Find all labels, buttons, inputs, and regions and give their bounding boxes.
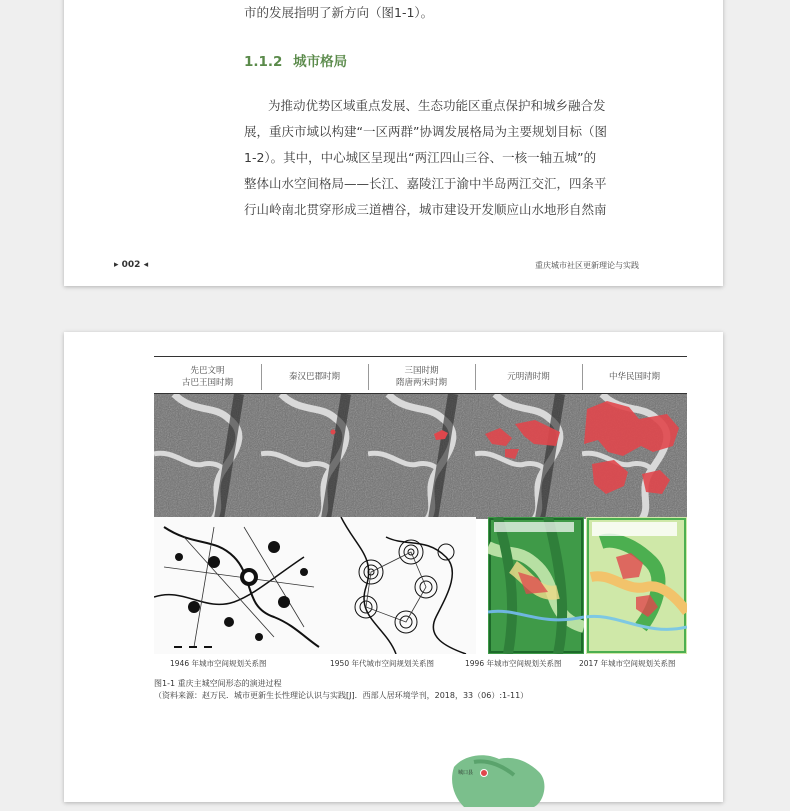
planning-map-2017: [586, 517, 687, 654]
figure-caption-title: 图1-1 重庆主城空间形态的演进过程: [154, 679, 282, 688]
period-label: 古巴王国时期: [181, 378, 233, 388]
chongqing-region-map-partial: [444, 747, 554, 807]
section-number: 1.1.2: [244, 54, 283, 70]
county-label: 城口县: [458, 770, 474, 776]
header-divider: [261, 364, 262, 390]
period-label: 隋唐两宋时期: [395, 378, 447, 388]
paragraph-line: 展，重庆市域以构建“一区两群”协调发展格局为主要规划目标（图: [244, 124, 607, 139]
period-header: [154, 359, 261, 395]
paragraph-line: 1-2）。其中，中心城区呈现出“两江四山三谷、一核一轴五城”的: [244, 150, 597, 165]
period-label: 秦汉巴郡时期: [288, 372, 340, 382]
header-divider: [368, 364, 369, 390]
planning-map-1996: [488, 517, 584, 654]
paragraph-line: 行山岭南北贯穿形成三道槽谷，城市建设开发顺应山水地形自然南: [244, 202, 607, 217]
period-label: 中华民国时期: [608, 372, 660, 382]
paragraph-line: 整体山水空间格局——长江、嘉陵江于渝中半岛两江交汇，四条平: [244, 176, 607, 191]
section-heading: [244, 50, 347, 70]
period-header: [261, 359, 368, 395]
running-title: 重庆城市社区更新理论与实践: [535, 261, 639, 270]
period-label: 先巴文明: [190, 366, 225, 376]
satellite-photo-period-2: [261, 394, 368, 519]
header-divider: [475, 364, 476, 390]
planning-map-1950s: [326, 517, 476, 654]
satellite-photo-period-1: [154, 394, 261, 519]
period-label: 三国时期: [404, 366, 439, 376]
figure-caption-source: （资料来源：赵万民．城市更新生长性理论认识与实践[J]．西部人居环境学刊，2018，33（06）:1-11）: [154, 691, 529, 700]
section-title: 城市格局: [293, 54, 348, 70]
paragraph-line: 为推动优势区域重点发展、生态功能区重点保护和城乡融合发: [268, 98, 606, 113]
period-header: [368, 359, 475, 395]
book-page-bottom: [64, 332, 723, 802]
map-caption-1996: 1996 年城市空间规划关系图: [465, 659, 562, 668]
period-header: [582, 359, 687, 395]
planning-map-1946: [154, 517, 326, 654]
period-label: 元明清时期: [507, 372, 550, 382]
body-text-line: 市的发展指明了新方向（图1-1）。: [244, 5, 434, 20]
period-header: [475, 359, 582, 395]
header-divider: [582, 364, 583, 390]
satellite-photo-period-3: [368, 394, 475, 519]
map-caption-1946: 1946 年城市空间规划关系图: [170, 659, 267, 668]
map-caption-2017: 2017 年城市空间规划关系图: [579, 659, 676, 668]
book-page-top: [64, 0, 723, 286]
satellite-photo-period-4: [475, 394, 582, 519]
page-number: ▸ 002 ◂: [114, 260, 149, 270]
map-caption-1950s: 1950 年代城市空间规划关系图: [330, 659, 434, 668]
table-top-rule: [154, 356, 687, 357]
satellite-photo-period-5: [582, 394, 687, 519]
